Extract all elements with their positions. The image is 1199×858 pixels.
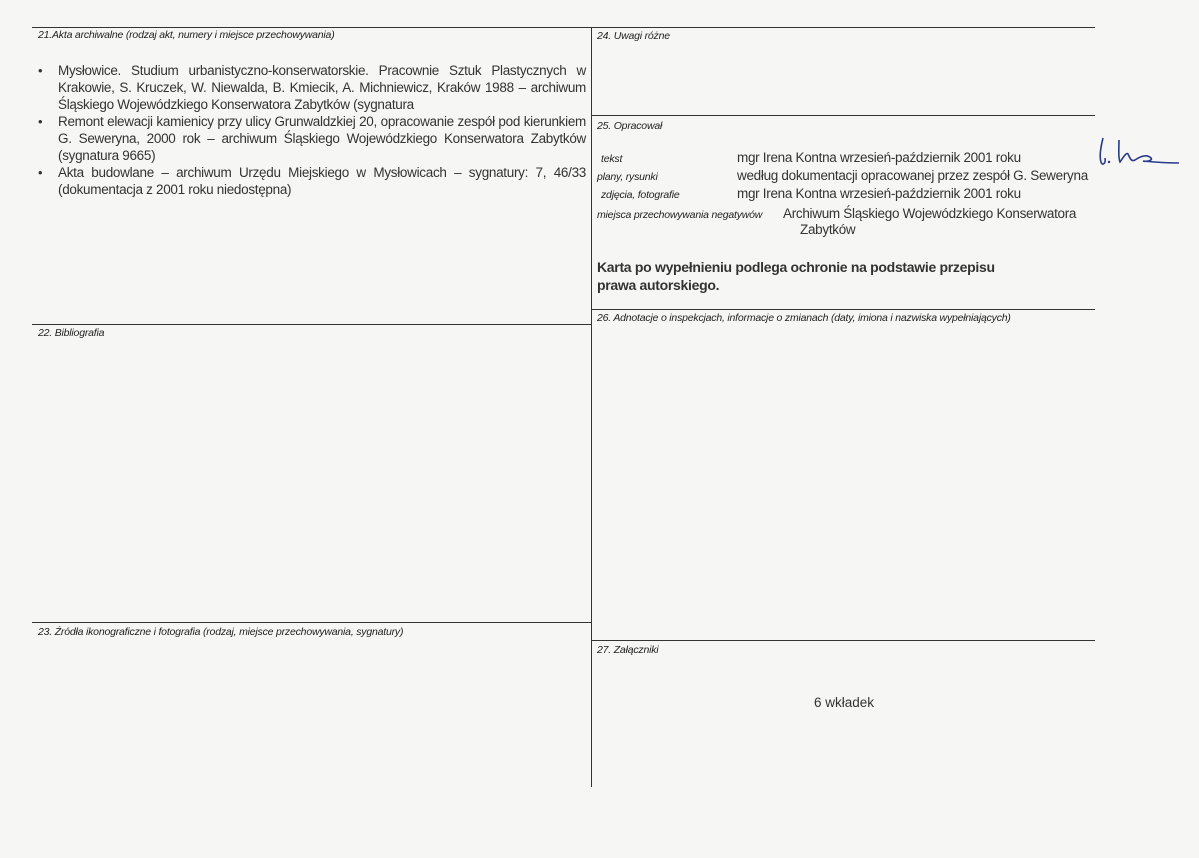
rule-21-22 <box>32 324 592 325</box>
section-27-label: 27. Załączniki <box>597 644 659 656</box>
section-25-label: 25. Opracował <box>597 120 663 132</box>
archive-item: • Akta budowlane – archiwum Urzędu Miejskiego w Mysłowicach – sygnatury: 7, 46/33 (dokumentacja z 2001 roku niedostępna) <box>36 164 586 198</box>
row-value-plany: według dokumentacji opracowanej przez zespół G. Seweryna <box>737 168 1088 183</box>
signature-mark <box>1093 132 1183 176</box>
row-label-negatywy: miejsca przechowywania negatywów <box>597 209 763 221</box>
rule-24-25 <box>592 115 1095 116</box>
section-26-label: 26. Adnotacje o inspekcjach, informacje o zmianach (daty, imiona i nazwiska wypełniających) <box>597 312 1011 324</box>
section-21-label: 21.Akta archiwalne (rodzaj akt, numery i miejsce przechowywania) <box>38 29 335 41</box>
row-value-tekst: mgr Irena Kontna wrzesień-październik 2001 roku <box>737 150 1021 165</box>
row-label-plany: plany, rysunki <box>597 171 658 183</box>
rule-26-27 <box>592 640 1095 641</box>
rule-22-23 <box>32 622 592 623</box>
section-22-label: 22. Bibliografia <box>38 327 105 339</box>
section-23-label: 23. Źródła ikonograficzne i fotografia (rodzaj, miejsce przechowywania, sygnatury) <box>38 626 404 638</box>
row-value-negatywy-cont: Zabytków <box>800 222 856 237</box>
archive-item: • Remont elewacji kamienicy przy ulicy Grunwaldzkiej 20, opracowanie zespół pod kierunkiem G. Seweryna, 2000 rok – archiwum Śląskiego Wojewódzkiego Konserwatora Zabytków (sygnatura 9665) <box>36 113 586 164</box>
row-value-negatywy: Archiwum Śląskiego Wojewódzkiego Konserwatora <box>783 206 1077 221</box>
top-rule-left <box>32 27 592 28</box>
archive-item: • Mysłowice. Studium urbanistyczno-konserwatorskie. Pracownie Sztuk Plastycznych w Krakowie, S. Kruczek, W. Niewalda, B. Kmiecik, A. Michniewicz, Kraków 1988 – archiwum Śląskiego Wojewódzkiego Konserwatora Zabytków (sygnatura <box>36 62 586 113</box>
rule-25-26 <box>592 309 1095 310</box>
row-label-zdjecia: zdjęcia, fotografie <box>601 189 680 201</box>
row-value-zdjecia: mgr Irena Kontna wrzesień-październik 2001 roku <box>737 186 1021 201</box>
center-divider <box>591 27 592 787</box>
attachments-count: 6 wkładek <box>814 695 875 710</box>
copyright-note: Karta po wypełnieniu podlega ochronie na podstawie przepisu prawa autorskiego. <box>597 259 995 293</box>
top-rule-right <box>592 27 1095 28</box>
row-label-tekst: tekst <box>601 153 623 165</box>
section-24-label: 24. Uwagi różne <box>597 30 670 42</box>
section-21-list <box>36 62 586 198</box>
